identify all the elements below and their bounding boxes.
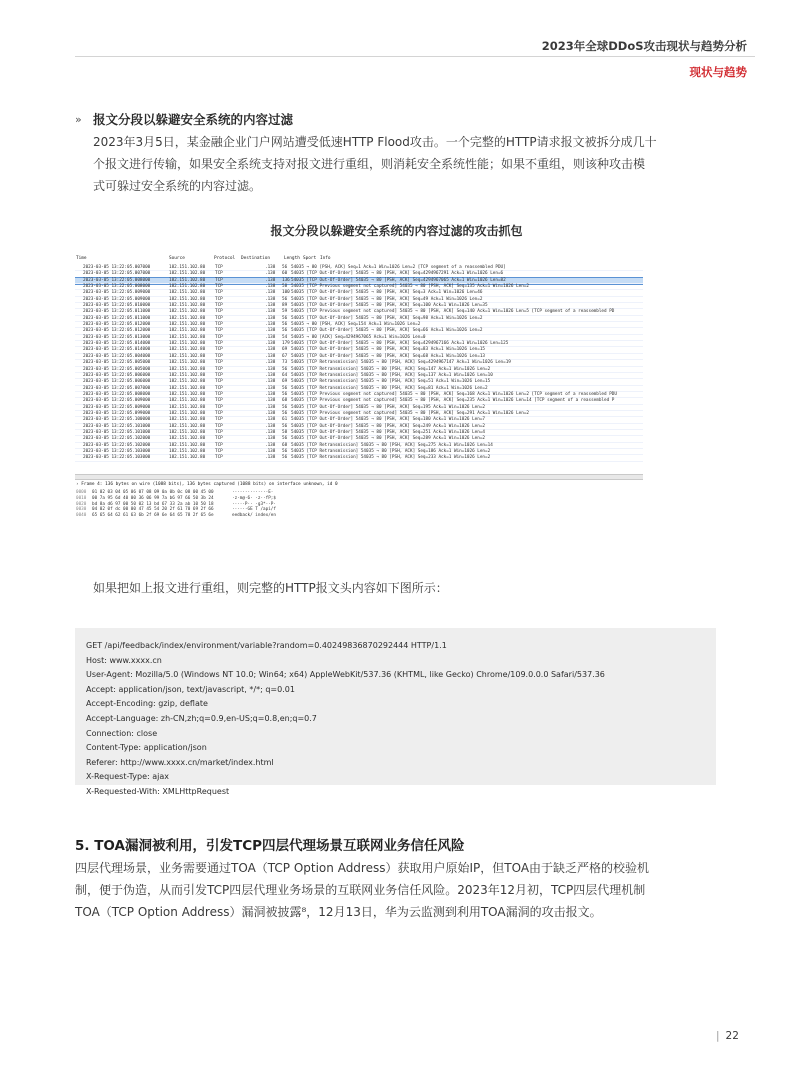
packet-len: 89: [282, 303, 288, 309]
reassembly-intro: 如果把如上报文进行重组，则完整的HTTP报文头内容如下图所示：: [93, 581, 448, 595]
http-line: X-Request-Type: ajax: [86, 772, 169, 782]
hex-ascii: eedback/ index/en: [232, 513, 276, 519]
packet-time: 2023-03-05 13:22:05.008000: [83, 284, 151, 290]
packet-time: 2023-03-05 13:22:05.013000: [83, 334, 151, 340]
packet-time: 2023-03-05 13:22:05.009000: [83, 404, 151, 410]
packet-len: 56: [282, 455, 288, 461]
packet-info: 54035 [TCP Retransmission] 54035 → 80 [PSH, ACK] Seq=51 Ack=1 Win=1026 Len=15: [291, 379, 491, 385]
packet-dst: .138: [265, 303, 276, 309]
http-line: Accept-Language: zh-CN,zh;q=0.9,en-US;q=0.8,en;q=0.7: [86, 713, 317, 723]
packet-time: 2023-03-05 13:22:05.004000: [83, 353, 151, 359]
packet-proto: TCP: [215, 347, 223, 353]
packet-src: 182.151.102.80: [169, 303, 206, 309]
packet-len: 69: [282, 347, 288, 353]
packet-src: 182.151.102.80: [169, 277, 206, 283]
packet-dst: .138: [265, 284, 276, 290]
page-number: [716, 1030, 739, 1042]
packet-len: 56: [282, 265, 288, 270]
packet-proto: TCP: [215, 385, 223, 391]
packet-dst: .138: [265, 271, 276, 277]
packet-dst: .138: [265, 334, 276, 340]
packet-src: 182.151.102.80: [169, 309, 206, 315]
packet-time: 2023-03-05 13:22:05.008000: [83, 391, 151, 397]
packet-time: 2023-03-05 13:22:05.012000: [83, 322, 151, 328]
packet-info: 54035 [TCP Out-Of-Order] 54035 → 80 [PSH, ACK] Seq=98 Ack=1 Win=1026 Len=2: [291, 315, 483, 321]
packet-info: 54035 [TCP Out-Of-Order] 54035 → 80 [PSH, ACK] Seq=251 Ack=1 Win=1026 Len=4: [291, 429, 486, 435]
http-line: Host: www.xxxx.cn: [86, 655, 162, 665]
packet-len: 56: [282, 391, 288, 397]
packet-src: 182.151.102.80: [169, 322, 206, 328]
packet-dst: .138: [265, 436, 276, 442]
packet-proto: TCP: [215, 379, 223, 385]
packet-dst: .138: [265, 309, 276, 315]
hex-offset: 0000: [76, 490, 87, 495]
http-line: Accept: application/json, text/javascript, */*; q=0.01: [86, 684, 295, 694]
packet-time: 2023-03-05 13:22:05.014000: [83, 341, 151, 347]
column-source: Source: [169, 256, 185, 261]
packet-src: 182.151.102.80: [169, 391, 206, 397]
packet-src: 182.151.102.80: [169, 436, 206, 442]
packet-info: 54035 [TCP Out-Of-Order] 54035 → 80 [PSH, ACK] Seq=66 Ack=1 Win=1026 Len=2: [291, 328, 483, 334]
packet-len: 56: [282, 296, 288, 302]
packet-src: 182.151.102.80: [169, 328, 206, 334]
bullet-marker: »: [75, 113, 82, 126]
packet-list-header: [75, 256, 643, 264]
packet-src: 182.151.102.80: [169, 385, 206, 391]
packet-src: 182.151.102.80: [169, 404, 206, 410]
packet-info: 54035 [TCP Out-Of-Order] 54035 → 80 [PSH, ACK] Seq=100 Ack=1 Win=1026 Len=35: [291, 303, 488, 309]
packet-dst: .138: [265, 398, 276, 404]
hex-offset: 0010: [76, 495, 87, 501]
packet-len: 54: [282, 334, 288, 340]
packet-info: 54035 [TCP Out-Of-Order] 54035 → 80 [PSH, ACK] Seq=3 Ack=1 Win=1026 Len=46: [291, 290, 483, 296]
packet-src: 182.151.102.80: [169, 448, 206, 454]
packet-src: 182.151.102.80: [169, 265, 206, 270]
packet-time: 2023-03-05 13:22:05.103000: [83, 448, 151, 454]
packet-proto: TCP: [215, 290, 223, 296]
hex-bytes: 04 02 0f dc 00 00 47 45 54 20 2f 61 70 69 2f 66: [92, 507, 214, 513]
packet-len: 67: [282, 353, 288, 359]
packet-proto: TCP: [215, 328, 223, 334]
packet-dst: .138: [265, 315, 276, 321]
packet-src: 182.151.102.80: [169, 353, 206, 359]
packet-dst: .138: [265, 372, 276, 378]
packet-proto: TCP: [215, 309, 223, 315]
packet-dst: .138: [265, 366, 276, 372]
packet-len: 179: [282, 341, 290, 347]
packet-proto: TCP: [215, 417, 223, 423]
packet-src: 182.151.102.80: [169, 284, 206, 290]
packet-proto: TCP: [215, 366, 223, 372]
packet-proto: TCP: [215, 410, 223, 416]
packet-info: 54035 → 80 [ACK] Seq=4294967065 Ack=1 Win=1026 Len=0: [291, 334, 426, 340]
packet-len: 56: [282, 448, 288, 454]
packet-proto: TCP: [215, 372, 223, 378]
packet-info: 54035 [TCP Retransmission] 54035 → 80 [PSH, ACK] Seq=186 Ack=1 Win=1026 Len=2: [291, 448, 491, 454]
http-line: X-Requested-With: XMLHttpRequest: [86, 786, 230, 796]
packet-dst: .138: [265, 360, 276, 366]
packet-src: 182.151.102.80: [169, 315, 206, 321]
packet-info: 54035 [TCP Out-Of-Order] 54035 → 80 [PSH, ACK] Seq=49 Ack=1 Win=1026 Len=2: [291, 296, 483, 302]
packet-len: 68: [282, 442, 288, 448]
packet-time: 2023-03-05 13:22:05.011000: [83, 309, 151, 315]
hex-bytes: 00 7a 95 6d 40 00 36 06 99 7a b6 97 66 50 3b 24: [92, 495, 214, 501]
packet-dst: .138: [265, 423, 276, 429]
packet-proto: TCP: [215, 322, 223, 328]
hex-offset: 0040: [76, 513, 87, 519]
packet-src: 182.151.102.80: [169, 341, 206, 347]
packet-dst: .138: [265, 417, 276, 423]
packet-len: 58: [282, 284, 288, 290]
packet-len: 136: [282, 277, 290, 283]
packet-len: 68: [282, 398, 288, 404]
packet-proto: TCP: [215, 315, 223, 321]
packet-info: 54035 [TCP Out-Of-Order] 54035 → 80 [PSH, ACK] Seq=289 Ack=1 Win=1026 Len=2: [291, 436, 486, 442]
packet-info: 54035 [TCP Previous segment not captured] 54035 → 80 [PSH, ACK] Seq=291 Ack=1 Win=1026 Len=2: [291, 410, 529, 416]
packet-src: 182.151.102.80: [169, 455, 206, 461]
packet-time: 2023-03-05 13:22:05.005000: [83, 360, 151, 366]
column-protocol: Protocol: [214, 256, 236, 261]
intro-line: 式可躲过安全系统的内容过滤。: [93, 179, 262, 193]
packet-src: 182.151.102.80: [169, 442, 206, 448]
packet-proto: TCP: [215, 353, 223, 359]
intro-line: 2023年3月5日，某金融企业门户网站遭受低速HTTP Flood攻击。一个完整的HTTP请求报文被拆分成几十: [93, 135, 657, 149]
section-line: 制，便于伪造，从而引发TCP四层代理业务场景的互联网业务信任风险。2023年12月初，TCP四层代理机制: [75, 883, 646, 897]
http-line: GET /api/feedback/index/environment/variable?random=0.40249836870292444 HTTP/1.1: [86, 641, 447, 650]
packet-info: 54035 [TCP Retransmission] 54035 → 80 [PSH, ACK] Seq=233 Ack=1 Win=1026 Len=2: [291, 455, 491, 461]
bullet-heading: 报文分段以躲避安全系统的内容过滤: [93, 112, 294, 127]
packet-src: 182.151.102.80: [169, 398, 206, 404]
frame-detail: › Frame 4: 136 bytes on wire (1088 bits), 136 bytes captured (1088 bits) on interface unknown, id 0: [76, 482, 338, 487]
hex-ascii: ··············E·: [232, 490, 274, 495]
packet-src: 182.151.102.80: [169, 423, 206, 429]
packet-info: 54035 [TCP Previous segment not captured] 54035 → 80 [PSH, ACK] Seq=168 Ack=1 Win=1026 Len=2 [TCP segment of a reassembled PDU: [291, 391, 617, 397]
column-info: Info: [320, 256, 331, 261]
packet-len: 56: [282, 315, 288, 321]
figure-caption: 报文分段以躲避安全系统的内容过滤的攻击抓包: [270, 224, 523, 238]
hex-offset: 0020: [76, 501, 87, 507]
packet-info: 54035 [TCP Out-Of-Order] 54035 → 80 [PSH, ACK] Seq=195 Ack=1 Win=1026 Len=2: [291, 404, 486, 410]
hex-bytes: bd 8a d6 97 00 50 02 13 bd 67 33 2a ab 10 50 18: [92, 501, 214, 507]
http-line: Referer: http://www.xxxx.cn/market/index.html: [86, 757, 274, 767]
packet-len: 60: [282, 271, 288, 277]
section-paragraph: [75, 857, 720, 923]
header-section: 现状与趋势: [689, 65, 747, 79]
packet-src: 182.151.102.80: [169, 347, 206, 353]
packet-dst: .138: [265, 296, 276, 302]
packet-time: 2023-03-05 13:22:05.102000: [83, 442, 151, 448]
packet-len: 56: [282, 423, 288, 429]
intro-paragraph: [93, 131, 723, 197]
packet-capture-screenshot: [75, 254, 643, 526]
packet-info: 54035 [TCP Out-Of-Order] 54035 → 80 [PSH, ACK] Seq=83 Ack=1 Win=1026 Len=15: [291, 347, 486, 353]
packet-info: 54035 [TCP Out-Of-Order] 54035 → 80 [PSH, ACK] Seq=68 Ack=1 Win=1026 Len=13: [291, 353, 486, 359]
packet-dst: .138: [265, 410, 276, 416]
packet-len: 73: [282, 360, 288, 366]
packet-src: 182.151.102.80: [169, 417, 206, 423]
packet-src: 182.151.102.80: [169, 429, 206, 435]
packet-proto: TCP: [215, 404, 223, 410]
packet-dst: .138: [265, 448, 276, 454]
packet-info: 54035 [TCP Retransmission] 54035 → 80 [PSH, ACK] Seq=275 Ack=1 Win=1026 Len=14: [291, 442, 493, 448]
packet-info: 54035 [TCP Retransmission] 54035 → 80 [PSH, ACK] Seq=137 Ack=1 Win=1026 Len=10: [291, 372, 493, 378]
packet-time: 2023-03-05 13:22:05.007000: [83, 271, 151, 277]
packet-dst: .138: [265, 442, 276, 448]
packet-src: 182.151.102.80: [169, 290, 206, 296]
packet-info: 54035 [TCP Previous segment not captured] 54035 → 80 [PSH, ACK] Seq=235 Ack=1 Win=1026 Len=14 [TCP segment of a reassembled P: [291, 398, 615, 404]
packet-time: 2023-03-05 13:22:05.006000: [83, 372, 151, 378]
packet-info: 54035 [TCP Previous segment not captured] 54035 → 80 [PSH, ACK] Seq=135 Ack=1 Win=1026 Len=2: [291, 284, 529, 290]
packet-row[interactable]: [75, 455, 643, 461]
packet-proto: TCP: [215, 296, 223, 302]
hex-ascii: ·····P·· ·g3*··P·: [232, 501, 276, 507]
packet-dst: .138: [265, 385, 276, 391]
column-sport: Sport: [303, 256, 317, 261]
packet-proto: TCP: [215, 360, 223, 366]
packet-dst: .138: [265, 404, 276, 410]
page-number-divider: |: [716, 1030, 720, 1042]
column-length: Length: [284, 256, 300, 261]
packet-info: 54035 [TCP Out-Of-Order] 54035 → 80 [PSH, ACK] Seq=4294967291 Ack=1 Win=1026 Len=6: [291, 271, 504, 277]
section-line: 四层代理场景，业务需要通过TOA（TCP Option Address）获取用户原始IP，但TOA由于缺乏严格的校验机: [75, 861, 650, 875]
packet-time: 2023-03-05 13:22:05.006000: [83, 379, 151, 385]
packet-len: 64: [282, 372, 288, 378]
packet-len: 56: [282, 410, 288, 416]
packet-proto: TCP: [215, 442, 223, 448]
packet-info: 54035 [TCP Out-Of-Order] 54035 → 80 [PSH, ACK] Seq=4294967166 Ack=1 Win=1026 Len=125: [291, 341, 509, 347]
packet-info: 54035 [TCP Out-Of-Order] 54035 → 80 [PSH, ACK] Seq=4294967065 Ack=1 Win=1026 Len=82: [291, 277, 506, 283]
packet-dst: .138: [265, 328, 276, 334]
packet-time: 2023-03-05 13:22:05.009000: [83, 398, 151, 404]
packet-src: 182.151.102.80: [169, 410, 206, 416]
packet-time: 2023-03-05 13:22:05.012000: [83, 328, 151, 334]
packet-proto: TCP: [215, 271, 223, 277]
packet-time: 2023-03-05 13:22:05.009000: [83, 290, 151, 296]
packet-info: 54035 [TCP Out-Of-Order] 54035 → 80 [PSH, ACK] Seq=249 Ack=1 Win=1026 Len=2: [291, 423, 486, 429]
packet-time: 2023-03-05 13:22:05.101000: [83, 429, 151, 435]
packet-dst: .138: [265, 429, 276, 435]
column-destination: Destination: [241, 256, 271, 261]
packet-len: 58: [282, 429, 288, 435]
packet-time: 2023-03-05 13:22:05.102000: [83, 436, 151, 442]
packet-time: 2023-03-05 13:22:05.007000: [83, 385, 151, 391]
packet-len: 56: [282, 385, 288, 391]
intro-line: 个报文进行传输，如果安全系统支持对报文进行重组，则消耗安全系统性能；如果不重组，则该种攻击模: [93, 157, 646, 171]
section-title: 5. TOA漏洞被利用，引发TCP四层代理场景互联网业务信任风险: [75, 838, 465, 854]
packet-info: 54035 [TCP Retransmission] 54035 → 80 [PSH, ACK] Seq=147 Ack=1 Win=1026 Len=2: [291, 366, 491, 372]
packet-proto: TCP: [215, 455, 223, 461]
packet-src: 182.151.102.80: [169, 360, 206, 366]
packet-proto: TCP: [215, 303, 223, 309]
packet-src: 182.151.102.80: [169, 366, 206, 372]
hex-dump: [75, 490, 643, 519]
packet-src: 182.151.102.80: [169, 271, 206, 277]
packet-proto: TCP: [215, 265, 223, 270]
packet-dst: .138: [265, 322, 276, 328]
packet-info: 54035 [TCP Retransmission] 54035 → 80 [PSH, ACK] Seq=4294967147 Ack=1 Win=1026 Len=19: [291, 360, 511, 366]
packet-proto: TCP: [215, 423, 223, 429]
packet-dst: .138: [265, 341, 276, 347]
hex-ascii: ······GE T /api/f: [232, 507, 276, 513]
hex-bytes: 65 65 64 62 61 63 6b 2f 69 6e 64 65 78 2f 65 6e: [92, 513, 214, 519]
hex-ascii: ·z·m@·6· ·z··fP;$: [232, 495, 276, 501]
packet-time: 2023-03-05 13:22:05.101000: [83, 423, 151, 429]
page-number-value: 22: [725, 1030, 739, 1042]
packet-len: 56: [282, 366, 288, 372]
packet-len: 69: [282, 379, 288, 385]
header-title: 2023年全球DDoS攻击现状与趋势分析: [541, 39, 747, 53]
packet-time: 2023-03-05 13:22:05.009000: [83, 296, 151, 302]
hex-offset: 0030: [76, 507, 87, 513]
http-request-box: [75, 628, 716, 796]
packet-info: 54035 [TCP Previous segment not captured] 54035 → 80 [PSH, ACK] Seq=140 Ack=1 Win=1026 Len=5 [TCP segment of a reassembled PD: [291, 309, 615, 315]
packet-proto: TCP: [215, 284, 223, 290]
packet-len: 56: [282, 404, 288, 410]
packet-time: 2023-03-05 13:22:05.010000: [83, 303, 151, 309]
packet-dst: .138: [265, 277, 276, 283]
packet-time: 2023-03-05 13:22:05.008000: [83, 277, 151, 283]
packet-src: 182.151.102.80: [169, 334, 206, 340]
packet-len: 56: [282, 436, 288, 442]
hex-bytes: 01 02 03 04 05 06 07 08 09 0a 0b 0c 08 00 45 00: [92, 490, 214, 495]
packet-proto: TCP: [215, 448, 223, 454]
packet-dst: .138: [265, 379, 276, 385]
header-rule: [75, 56, 755, 57]
packet-info: 54035 → 80 [PSH, ACK] Seq=154 Ack=1 Win=1026 Len=2: [291, 322, 421, 328]
packet-proto: TCP: [215, 398, 223, 404]
packet-len: 56: [282, 328, 288, 334]
packet-len: 61: [282, 417, 288, 423]
packet-info: 54035 [TCP Retransmission] 54035 → 80 [PSH, ACK] Seq=81 Ack=1 Win=1026 Len=2: [291, 385, 488, 391]
http-line: Content-Type: application/json: [86, 743, 207, 753]
packet-src: 182.151.102.80: [169, 296, 206, 302]
packet-dst: .138: [265, 290, 276, 296]
packet-len: 100: [282, 290, 290, 296]
packet-len: 56: [282, 322, 288, 328]
packet-proto: TCP: [215, 341, 223, 347]
packet-time: 2023-03-05 13:22:05.100000: [83, 417, 151, 423]
packet-proto: TCP: [215, 436, 223, 442]
packet-list: [75, 265, 643, 462]
packet-dst: .138: [265, 353, 276, 359]
packet-src: 182.151.102.80: [169, 372, 206, 378]
packet-proto: TCP: [215, 429, 223, 435]
packet-src: 182.151.102.80: [169, 379, 206, 385]
packet-dst: .138: [265, 265, 276, 270]
packet-time: 2023-03-05 13:22:05.099000: [83, 410, 151, 416]
packet-time: 2023-03-05 13:22:05.011000: [83, 315, 151, 321]
packet-time: 2023-03-05 13:22:05.007000: [83, 265, 151, 270]
packet-dst: .138: [265, 391, 276, 397]
packet-time: 2023-03-05 13:22:05.005000: [83, 366, 151, 372]
section-line: TOA（TCP Option Address）漏洞被披露⁸，12月13日，华为云监测到利用TOA漏洞的攻击报文。: [75, 905, 602, 919]
column-time: Time: [76, 256, 87, 261]
packet-dst: .138: [265, 347, 276, 353]
packet-proto: TCP: [215, 277, 223, 283]
packet-time: 2023-03-05 13:22:05.103000: [83, 455, 151, 461]
http-line: Accept-Encoding: gzip, deflate: [86, 699, 208, 709]
http-line: Connection: close: [86, 728, 158, 738]
packet-info: 54035 [TCP Out-Of-Order] 54035 → 80 [PSH, ACK] Seq=180 Ack=1 Win=1026 Len=7: [291, 417, 486, 423]
packet-len: 59: [282, 309, 288, 315]
hex-row: [75, 513, 643, 519]
packet-time: 2023-03-05 13:22:05.014000: [83, 347, 151, 353]
packet-info: 54035 → 80 [PSH, ACK] Seq=1 Ack=1 Win=1026 Len=2 [TCP segment of a reassembled PDU]: [291, 265, 506, 270]
http-line: User-Agent: Mozilla/5.0 (Windows NT 10.0; Win64; x64) AppleWebKit/537.36 (KHTML, like Gecko) Chrome/109.0.0.0 Safari/537.36: [86, 670, 605, 680]
packet-proto: TCP: [215, 391, 223, 397]
packet-dst: .138: [265, 455, 276, 461]
packet-proto: TCP: [215, 334, 223, 340]
pane-divider: [75, 474, 643, 480]
